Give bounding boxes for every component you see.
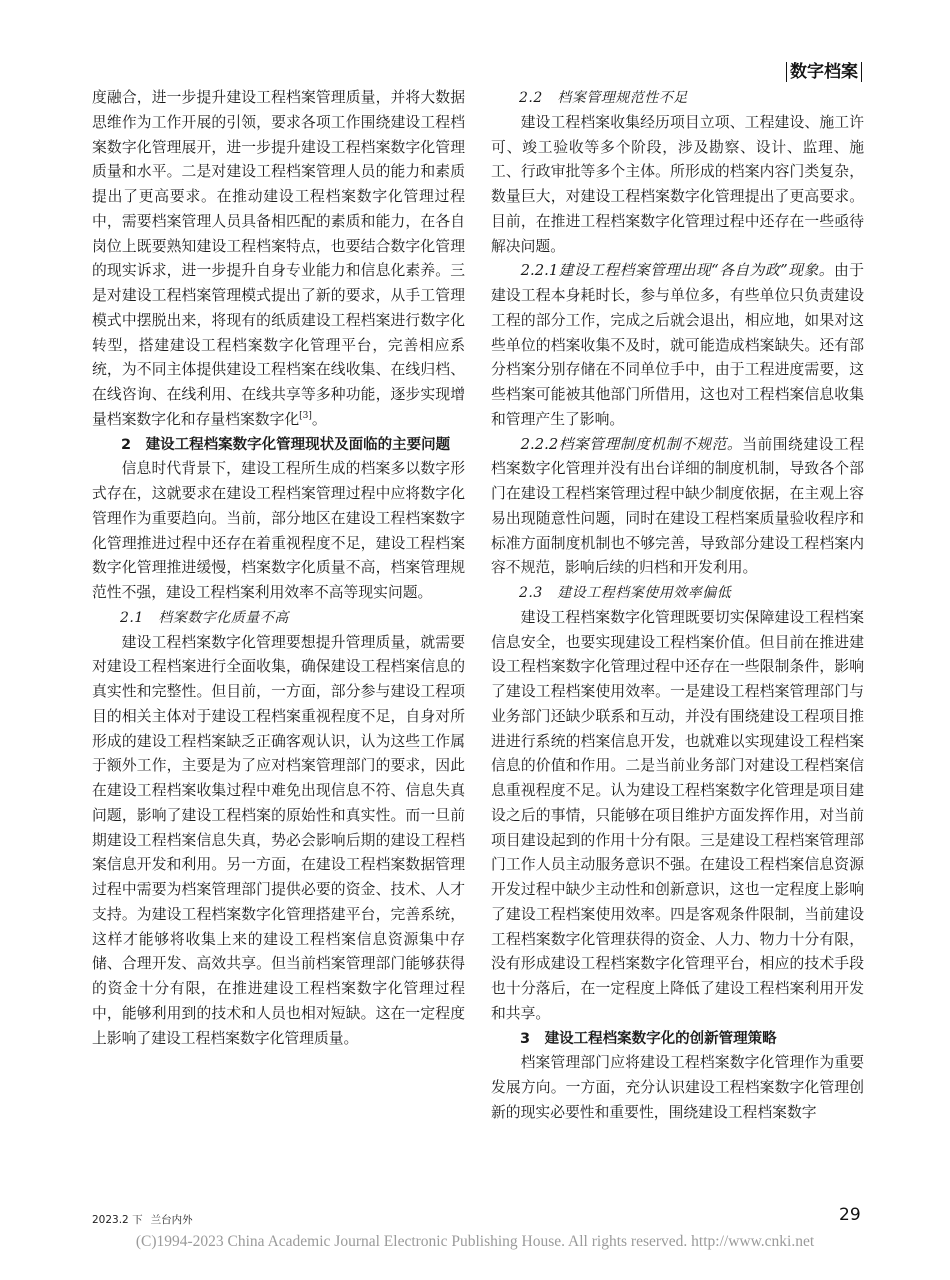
journal-name: 兰台内外: [150, 1214, 193, 1226]
left-column: [92, 86, 465, 1051]
subsubsection-2-2-1: [491, 259, 864, 432]
copyright-watermark: (C)1994-2023 China Academic Journal Electronic Publishing House. All rights reserved. http://www.cnki.net: [135, 1233, 815, 1250]
subsection-heading-2-1: 2.1 档案数字化质量不高: [120, 609, 289, 626]
page-number: 29: [839, 1205, 861, 1225]
paragraph: 信息时代背景下，建设工程所生成的档案多以数字形式存在，这就要求在建设工程档案管理过程中应将数字化管理作为重要趋向。当前，部分地区在建设工程档案数字化管理推进过程中还存在着重视程度不足，建设工程档案数字化管理推进缓慢，档案数字化质量不高，档案管理规范性不强，建设工程档案利用效率不高等现实问题。: [92, 460, 465, 601]
subsubsection-body: 当前围绕建设工程档案数字化管理并没有出台详细的制度机制，导致各个部门在建设工程档案管理过程中缺少制度依据，在主观上容易出现随意性问题，同时在建设工程档案质量验收程序和标准方面制度机制也不够完善，导致部分建设工程档案内容不规范，影响后续的归档和开发利用。: [491, 435, 864, 577]
paragraph-continuation: [92, 86, 465, 433]
subsection-heading-2-3: 2.3 建设工程档案使用效率偏低: [519, 585, 732, 601]
paragraph-end: 。: [311, 410, 327, 428]
subsubsection-lead: 2.2.1建设工程档案管理出现“各自为政”现象。: [520, 262, 834, 280]
section-heading-3: 3 建设工程档案数字化的创新管理策略: [520, 1030, 777, 1047]
subsubsection-body: 由于建设工程本身耗时长，参与单位多，有些单位只负责建设工程的部分工作，完成之后就会退出，相应地，如果对这些单位的档案收集不及时，就可能造成档案缺失。还有部分档案分别存储在不同单位手中，由于工程进度需要，这些档案可能被其他部门所借用，这也对工程档案信息收集和管理产生了影响。: [491, 262, 864, 428]
paragraph: 建设工程档案数字化管理要想提升管理质量，就需要对建设工程档案进行全面收集，确保建设工程档案信息的真实性和完整性。但目前，一方面，部分参与建设工程项目的相关主体对于建设工程档案重视程度不足，自身对所形成的建设工程档案缺乏正确客观认识，认为这些工作属于额外工作，主要是为了应对档案管理部门的要求，因此在建设工程档案收集过程中难免出现信息不符、信息失真问题，影响了建设工程档案的原始性和真实性。而一旦前期建设工程档案信息失真，势必会影响后期的建设工程档案信息开发和利用。另一方面，在建设工程档案数据管理过程中需要为档案管理部门提供必要的资金、技术、人才支持。为建设工程档案数字化管理搭建平台，完善系统，这样才能够将收集上来的建设工程档案信息资源集中存储、合理开发、高效共享。但当前档案管理部门能够获得的资金十分有限，在推进建设工程档案数字化管理过程中，能够利用到的技术和人员也相对短缺。这在一定程度上影响了建设工程档案数字化管理质量。: [92, 633, 465, 1047]
paragraph-text: 度融合，进一步提升建设工程档案管理质量，并将大数据思维作为工作开展的引领，要求各项工作围绕建设工程档案数字化管理展开，进一步提升建设工程档案数字化管理质量和水平。二是对建设工程档案管理人员的能力和素质提出了更高要求。在推动建设工程档案数字化管理过程中，需要档案管理人员具备相匹配的素质和能力，在各自岗位上既要熟知建设工程档案特点，也要结合数字化管理的现实诉求，进一步提升自身专业能力和信息化素养。三是对建设工程档案管理模式提出了新的要求，从手工管理模式中摆脱出来，将现有的纸质建设工程档案进行数字化转型，搭建建设工程档案数字化管理平台，完善相应系统，为不同主体提供建设工程档案在线收集、在线归档、在线咨询、在线利用、在线共享等多种功能，逐步实现增量档案数字化和存量档案数字化: [92, 89, 465, 428]
paragraph: 建设工程档案数字化管理既要切实保障建设工程档案信息安全，也要实现建设工程档案价值。但目前在推进建设工程档案数字化管理过程中还存在一些限制条件，影响了建设工程档案使用效率。一是建设工程档案管理部门与业务部门还缺少联系和互动，并没有围绕建设工程项目推进进行系统的档案信息开发，也就难以实现建设工程档案信息的价值和作用。二是当前业务部门对建设工程档案信息重视程度不足。认为建设工程档案数字化管理是项目建设之后的事情，只能够在项目维护方面发挥作用，对当前项目建设起到的作用十分有限。三是建设工程档案管理部门工作人员主动服务意识不强。在建设工程档案信息资源开发过程中缺少主动性和创新意识，这也一定程度上影响了建设工程档案使用效率。四是客观条件限制，当前建设工程档案数字化管理获得的资金、人力、物力十分有限，没有形成建设工程档案数字化管理平台，相应的技术手段也十分落后，在一定程度上降低了建设工程档案利用开发和共享。: [491, 608, 864, 1022]
issue-label: 2023.2 下: [92, 1214, 143, 1226]
paragraph: 建设工程档案收集经历项目立项、工程建设、施工许可、竣工验收等多个阶段，涉及勘察、设计、监理、施工、行政审批等多个主体。所形成的档案内容门类复杂，数量巨大，对建设工程档案数字化管理提出了更高要求。目前，在推进工程档案数字化管理过程中还存在一些亟待解决问题。: [491, 113, 864, 255]
right-column: [491, 86, 864, 1126]
citation-ref: [3]: [299, 410, 312, 421]
section-tag: 数字档案: [786, 62, 862, 82]
subsubsection-2-2-2: [491, 433, 864, 582]
paragraph: 档案管理部门应将建设工程档案数字化管理作为重要发展方向。一方面，充分认识建设工程档案数字化管理创新的现实必要性和重要性，围绕建设工程档案数字: [491, 1054, 864, 1121]
footer-issue-info: [92, 1212, 193, 1227]
subsubsection-lead: 2.2.2档案管理制度机制不规范。: [520, 435, 743, 453]
subsection-heading-2-2: 2.2 档案管理规范性不足: [519, 90, 688, 106]
section-heading-2: 2 建设工程档案数字化管理现状及面临的主要问题: [121, 436, 451, 453]
